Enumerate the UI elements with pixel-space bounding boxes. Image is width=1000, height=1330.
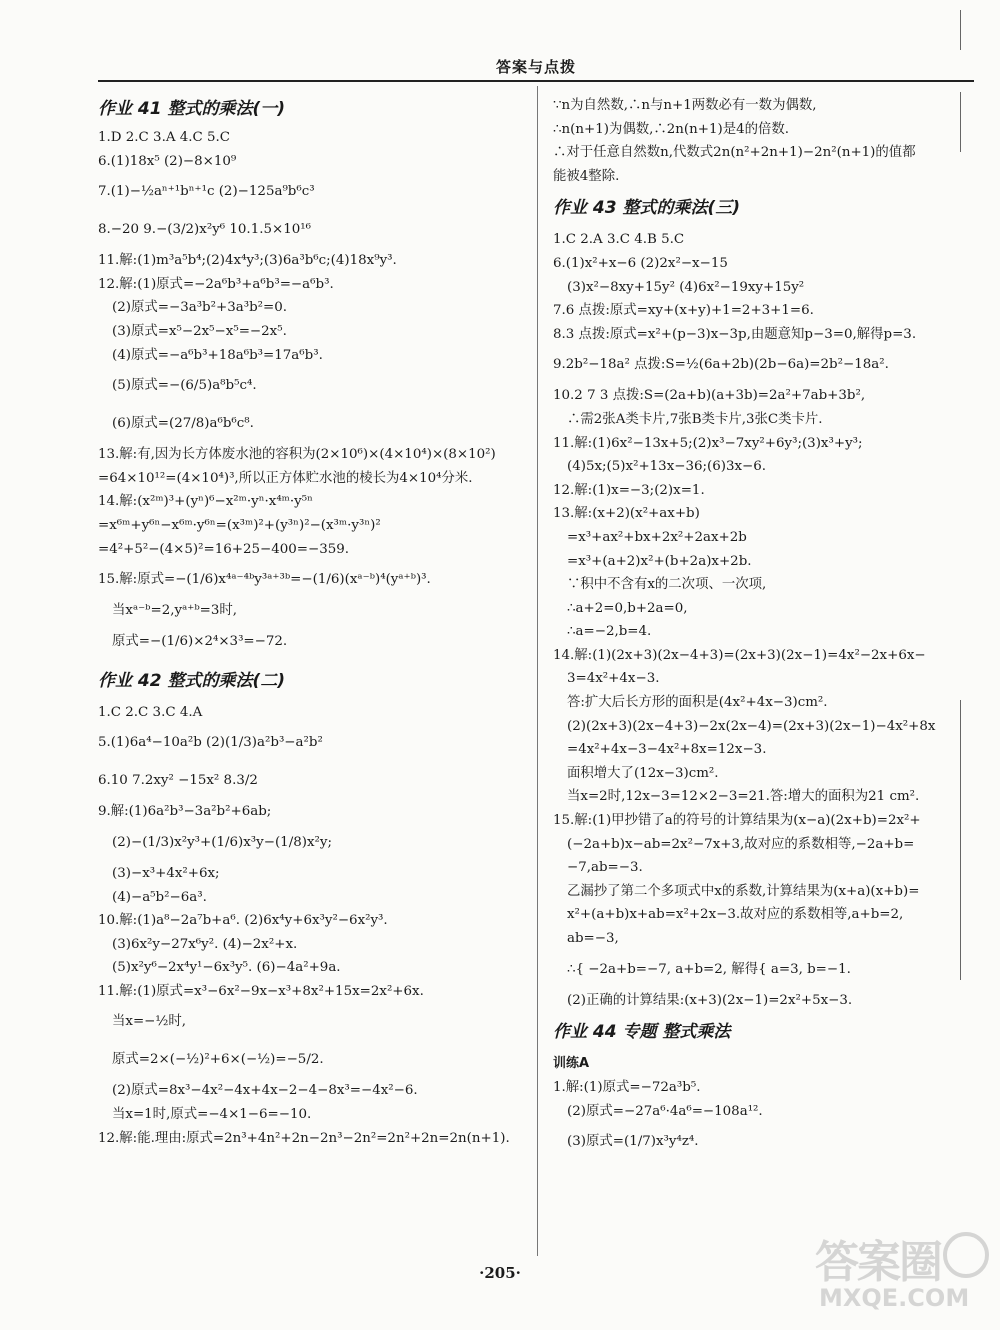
answer-line: ∴a+2=0,b+2a=0, — [567, 600, 688, 616]
section-heading: 作业 43 整式的乘法(三) — [553, 198, 741, 219]
answer-line: =4²+5²−(4×5)²=16+25−400=−359. — [98, 541, 350, 557]
answer-line: ∵n为自然数,∴n与n+1两数必有一数为偶数, — [553, 98, 817, 113]
answer-line: =x³+(a+2)x²+(b+2a)x+2b. — [567, 553, 752, 569]
page-number: ·205· — [479, 1264, 521, 1282]
answer-line: 能被4整除. — [553, 168, 620, 184]
answer-line: (2)原式=−3a³b²+3a³b²=0. — [112, 300, 288, 316]
answer-line: 面积增大了(12x−3)cm². — [567, 765, 719, 781]
answer-line: 9.2b²−18a² 点拨:S=½(6a+2b)(2b−6a)=2b²−18a². — [553, 357, 889, 373]
answer-line: =x³+ax²+bx+2x²+2ax+2b — [567, 529, 747, 545]
answer-line: 9.解:(1)6a²b³−3a²b²+6ab; — [98, 804, 272, 820]
answer-line: (−2a+b)x−ab=2x²−7x+3,故对应的系数相等,−2a+b= — [567, 836, 915, 852]
answer-line: 1.C 2.A 3.C 4.B 5.C — [553, 232, 685, 248]
sub-heading: 训练A — [553, 1056, 590, 1072]
answer-line: (5)原式=−(6/5)a⁸b⁵c⁴. — [112, 378, 257, 394]
answer-line: 11.解:(1)原式=x³−6x²−9x−x³+8x²+15x=2x²+6x. — [98, 983, 424, 999]
right-column — [553, 94, 973, 1161]
answer-line: 8.−20 9.−(3/2)x²y⁶ 10.1.5×10¹⁶ — [98, 222, 311, 238]
answer-line: 3=4x²+4x−3. — [567, 671, 660, 687]
answer-line: (4)原式=−a⁶b³+18a⁶b³=17a⁶b³. — [112, 347, 323, 363]
answer-line: 当x=1时,原式=−4×1−6=−10. — [112, 1107, 312, 1123]
answer-line: 当xᵃ⁻ᵇ=2,yᵃ⁺ᵇ=3时, — [112, 603, 238, 619]
answer-line: 6.(1)18x⁵ (2)−8×10⁹ — [98, 153, 237, 169]
answer-line: 1.解:(1)原式=−72a³b⁵. — [553, 1080, 701, 1096]
answer-line: 5.(1)6a⁴−10a²b (2)(1/3)a²b³−a²b² — [98, 735, 323, 751]
answer-line: 11.解:(1)6x²−13x+5;(2)x³−7xy²+6y³;(3)x³+y³; — [553, 435, 863, 451]
section-heading: 作业 42 整式的乘法(二) — [98, 670, 286, 691]
answer-line: (3)原式=x⁵−2x⁵−x⁵=−2x⁵. — [112, 323, 287, 339]
answer-line: 14.解:(1)(2x+3)(2x−4+3)=(2x+3)(2x−1)=4x²−2x+6x− — [553, 647, 926, 663]
answer-line: ab=−3, — [567, 931, 619, 946]
answer-line: (5)x²y⁶−2x⁴y¹−6x³y⁵. (6)−4a²+9a. — [112, 960, 341, 976]
answer-line: 14.解:(x²ᵐ)³+(yⁿ)⁶−x²ᵐ·yⁿ·x⁴ᵐ·y⁵ⁿ — [98, 494, 313, 510]
answer-line: 1.D 2.C 3.A 4.C 5.C — [98, 130, 231, 145]
answer-line: 12.解:(1)x=−3;(2)x=1. — [553, 482, 705, 498]
answer-line: (4)−a⁵b²−6a³. — [112, 889, 207, 905]
answer-line: 10.2 7 3 点拨:S=(2a+b)(a+3b)=2a²+7ab+3b², — [553, 388, 866, 404]
answer-line: 7.(1)−½aⁿ⁺¹bⁿ⁺¹c (2)−125a⁹b⁶c³ — [98, 184, 315, 200]
answer-line: ∴{ −2a+b=−7, a+b=2, 解得{ a=3, b=−1. — [567, 961, 851, 977]
answer-line: (4)5x;(5)x²+13x−36;(6)3x−6. — [567, 459, 767, 475]
answer-line: 13.解:有,因为长方体废水池的容积为(2×10⁶)×(4×10⁴)×(8×10²) — [98, 447, 496, 463]
scan-edge-mark — [960, 10, 961, 50]
header-rule — [98, 80, 974, 82]
answer-line: 12.解:能.理由:原式=2n³+4n²+2n−2n³−2n²=2n²+2n=2n(n+1). — [98, 1130, 510, 1146]
answer-line: =4x²+4x−3−4x²+8x=12x−3. — [567, 742, 767, 758]
watermark-text: 答案圈 — [815, 1237, 941, 1288]
answer-line: 当x=2时,12x−3=12×2−3=21.答:增大的面积为21 cm². — [567, 789, 920, 805]
answer-line: 10.解:(1)a⁸−2a⁷b+a⁶. (2)6x⁴y+6x³y²−6x²y³. — [98, 913, 388, 929]
answer-line: 15.解:原式=−(1/6)x⁴ᵃ⁻⁴ᵇy³ᵃ⁺³ᵇ=−(1/6)(xᵃ⁻ᵇ)⁴(yᵃ⁺ᵇ)³. — [98, 572, 431, 588]
answer-line: 6.(1)x²+x−6 (2)2x²−x−15 — [553, 255, 728, 271]
answer-line: ∴对于任意自然数n,代数式2n(n²+2n+1)−2n²(n+1)的值都 — [553, 145, 916, 161]
answer-line: ∵积中不含有x的二次项、一次项, — [567, 577, 767, 593]
answer-line: x²+(a+b)x+ab=x²+2x−3.故对应的系数相等,a+b=2, — [567, 907, 904, 923]
answer-line: 12.解:(1)原式=−2a⁶b³+a⁶b³=−a⁶b³. — [98, 276, 334, 292]
answer-line: (2)−(1/3)x²y³+(1/6)x³y−(1/8)x²y; — [112, 834, 332, 850]
answer-line: ∴n(n+1)为偶数,∴2n(n+1)是4的倍数. — [553, 121, 790, 137]
watermark-logo — [815, 1226, 985, 1326]
answer-line: (2)正确的计算结果:(x+3)(2x−1)=2x²+5x−3. — [567, 992, 853, 1008]
answer-line: 8.3 点拨:原式=x²+(p−3)x−3p,由题意知p−3=0,解得p=3. — [553, 326, 917, 342]
left-column — [98, 94, 530, 1150]
answer-line: 原式=2×(−½)²+6×(−½)=−5/2. — [112, 1052, 324, 1068]
answer-line: (2)原式=−27a⁶·4a⁶=−108a¹². — [567, 1103, 763, 1119]
answer-line: =x⁶ᵐ+y⁶ⁿ−x⁶ᵐ·y⁶ⁿ=(x³ᵐ)²+(y³ⁿ)²−(x³ᵐ·y³ⁿ)² — [98, 517, 381, 533]
answer-line: ∴需2张A类卡片,7张B类卡片,3张C类卡片. — [567, 411, 823, 427]
answer-line: (3)x²−8xy+15y² (4)6x²−19xy+15y² — [567, 279, 805, 295]
section-heading: 作业 44 专题 整式乘法 — [553, 1022, 731, 1043]
answer-line: (3)−x³+4x²+6x; — [112, 865, 220, 881]
answer-line: 当x=−½时, — [112, 1014, 187, 1030]
answer-line: 15.解:(1)甲抄错了a的符号的计算结果为(x−a)(2x+b)=2x²+ — [553, 813, 921, 829]
answer-line: ∴a=−2,b=4. — [567, 624, 652, 640]
answer-line: (3)6x²y−27x⁶y². (4)−2x²+x. — [112, 936, 298, 952]
section-heading: 作业 41 整式的乘法(一) — [98, 99, 286, 119]
answer-line: 7.6 点拨:原式=xy+(x+y)+1=2+3+1=6. — [553, 303, 814, 319]
answer-line: (2)(2x+3)(2x−4+3)−2x(2x−4)=(2x+3)(2x−1)−4x²+8x — [567, 718, 936, 734]
answer-line: 11.解:(1)m³a⁵b⁴;(2)4x⁴y³;(3)6a³b⁶c;(4)18x⁹y³. — [98, 253, 397, 269]
answer-line: 原式=−(1/6)×2⁴×3³=−72. — [112, 633, 288, 649]
answer-line: =64×10¹²=(4×10⁴)³,所以正方体贮水池的棱长为4×10⁴分米. — [98, 470, 473, 486]
page-header: 答案与点拨 — [495, 58, 576, 76]
column-divider — [537, 86, 538, 1256]
answer-line: 答:扩大后长方形的面积是(4x²+4x−3)cm². — [567, 695, 828, 711]
answer-line: −7,ab=−3. — [567, 860, 643, 876]
answer-line: 1.C 2.C 3.C 4.A — [98, 704, 203, 720]
answer-line: (2)原式=8x³−4x²−4x+4x−2−4−8x³=−4x²−6. — [112, 1083, 418, 1099]
answer-line: 13.解:(x+2)(x²+ax+b) — [553, 506, 700, 522]
watermark-url: MXQE.COM — [819, 1284, 970, 1312]
answer-line: 乙漏抄了第二个多项式中x的系数,计算结果为(x+a)(x+b)= — [567, 883, 920, 899]
answer-line: 6.10 7.2xy² −15x² 8.3/2 — [98, 773, 258, 789]
answer-line: (6)原式=(27/8)a⁶b⁶c⁸. — [112, 416, 254, 432]
watermark-circle-icon — [943, 1232, 989, 1278]
answer-line: (3)原式=(1/7)x³y⁴z⁴. — [567, 1134, 699, 1150]
